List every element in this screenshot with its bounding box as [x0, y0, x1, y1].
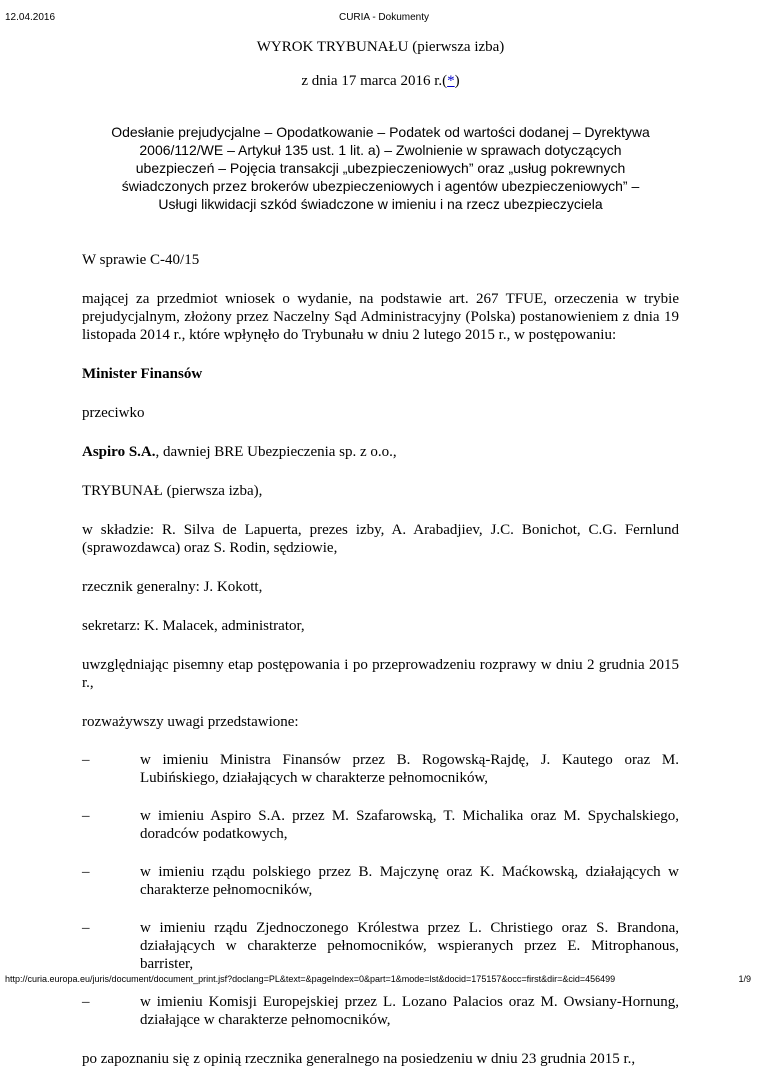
- keywords: Odesłanie prejudycjalne – Opodatkowanie – Podatek od wartości dodanej – Dyrektywa 2006/112/WE – Artykuł 135 ust. 1 lit. a) – Zwolnienie w sprawach dotyczących ubezpieczeń – Pojęcia transakcji „ubezpieczeniowych” oraz „usług pokrewnych świadczonych przez brokerów ubezpieczeniowych i agentów ubezpieczeniowych” – Usługi likwidacji szkód świadczone w imieniu i na rzecz ubezpieczyciela: [111, 124, 650, 212]
- list-text: w imieniu Ministra Finansów przez B. Rogowską-Rajdę, J. Kautego oraz M. Lubińskiego, działających w charakterze pełnomocników,: [140, 752, 679, 786]
- print-footer: [0, 974, 768, 988]
- closing-paragraph: po zapoznaniu się z opinią rzecznika generalnego na posiedzeniu w dniu 23 grudnia 2015 r.,: [82, 1051, 636, 1067]
- list-item: [82, 751, 679, 787]
- page-number: 1/9: [738, 974, 751, 984]
- registrar: sekretarz: K. Malacek, administrator,: [82, 618, 305, 634]
- case-number: W sprawie C‑40/15: [82, 252, 200, 268]
- footnote-link[interactable]: *: [447, 73, 455, 89]
- list-text: w imieniu rządu Zjednoczonego Królestwa przez L. Christiego oraz S. Brandona, działających w charakterze pełnomocników, wspieranych przez E. Mitrophanous, barrister,: [140, 920, 679, 972]
- print-url: http://curia.europa.eu/juris/document/document_print.jsf?doclang=PL&text=&pageIndex=0&part=1&mode=lst&docid=175157&occ=first&dir=&cid=456499: [5, 974, 616, 984]
- list-item: [82, 863, 679, 899]
- print-header: [0, 12, 768, 28]
- list-text: w imieniu Komisji Europejskiej przez L. Lozano Palacios oraz M. Owsiany-Hornung, działające w charakterze pełnomocników,: [140, 994, 679, 1028]
- versus: przeciwko: [82, 405, 145, 421]
- list-dash: –: [82, 752, 90, 768]
- list-dash: –: [82, 920, 90, 936]
- print-title: CURIA - Dokumenty: [338, 12, 430, 23]
- list-dash: –: [82, 864, 90, 880]
- list-item: [82, 919, 679, 973]
- list-dash: –: [82, 994, 90, 1010]
- list-text: w imieniu Aspiro S.A. przez M. Szafarowską, T. Michalika oraz M. Spychalskiego, doradców podatkowych,: [140, 808, 679, 842]
- composition: w składzie: R. Silva de Lapuerta, prezes izby, A. Arabadjiev, J.C. Bonichot, C.G. Fernlund (sprawozdawca) oraz S. Rodin, sędziowie,: [82, 522, 679, 556]
- print-date: 12.04.2016: [5, 12, 56, 23]
- list-dash: –: [82, 808, 90, 824]
- list-item: [82, 993, 679, 1029]
- list-text: w imieniu rządu polskiego przez B. Majczynę oraz K. Maćkowską, działających w charakterze pełnomocników,: [140, 864, 679, 898]
- party-defendant-name: Aspiro S.A.: [82, 444, 156, 460]
- party-applicant: Minister Finansów: [82, 366, 203, 382]
- court-name: TRYBUNAŁ (pierwsza izba),: [82, 483, 263, 499]
- judgment-date-text: z dnia 17 marca 2016 r.: [301, 73, 443, 89]
- document-body: [82, 38, 679, 1068]
- party-defendant: Aspiro S.A., dawniej BRE Ubezpieczenia sp. z o.o.,: [82, 444, 397, 460]
- intro-paragraph: mającej za przedmiot wniosek o wydanie, na podstawie art. 267 TFUE, orzeczenia w trybie prejudycjalnym, złożony przez Naczelny Sąd Administracyjny (Polska) postanowieniem z dnia 19 listopada 2014 r., które wpłynęło do Trybunału w dniu 2 lutego 2015 r., w postępowaniu:: [82, 291, 679, 343]
- list-item: [82, 807, 679, 843]
- observations-intro: rozważywszy uwagi przedstawione:: [82, 714, 299, 730]
- advocate-general: rzecznik generalny: J. Kokott,: [82, 579, 263, 595]
- judgment-heading: WYROK TRYBUNAŁU (pierwsza izba): [256, 39, 505, 55]
- judgment-date: z dnia 17 marca 2016 r.(*): [301, 73, 460, 89]
- procedure: uwzględniając pisemny etap postępowania i po przeprowadzeniu rozprawy w dniu 2 grudnia 2015 r.,: [82, 657, 679, 691]
